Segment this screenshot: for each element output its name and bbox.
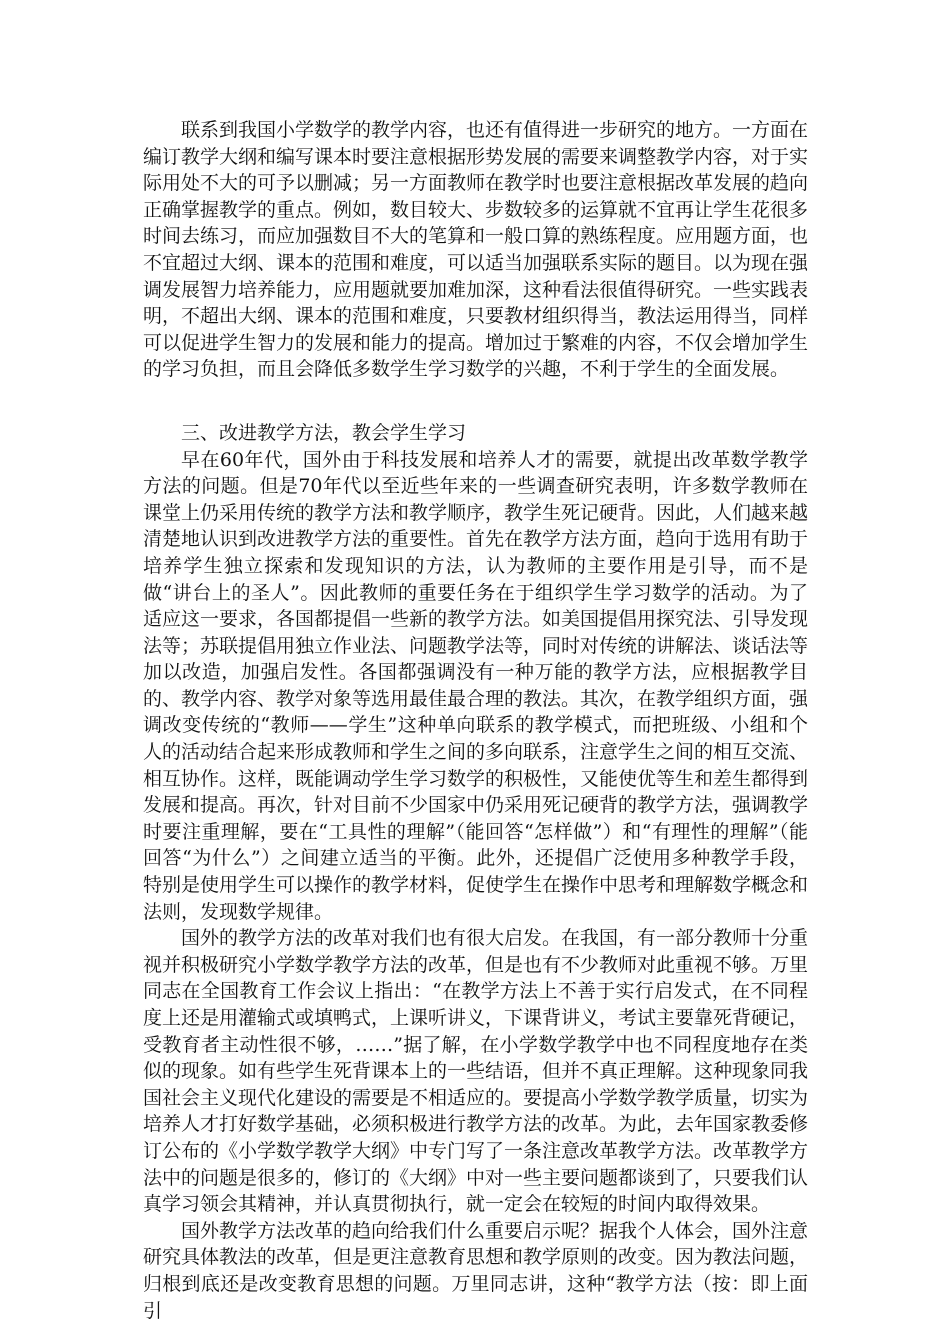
document-page	[143, 117, 808, 1324]
paragraph-domestic-reform: 国外的教学方法的改革对我们也有很大启发。在我国，有一部分教师十分重视并积极研究小学数学教学方法的改革，但是也有不少教师对此重视不够。万里同志在全国教育工作会议上指出：“在教学方法上不善于实行启发式，在不同程度上还是用灌输式或填鸭式，上课听讲义，下课背讲义，考试主要靠死背硬记，受教育者主动性很不够，……”据了解，在小学数学教学中也不同程度地存在类似的现象。如有些学生死背课本上的一些结语，但并不真正理解。这种现象同我国社会主义现代化建设的需要是不相适应的。要提高小学数学教学质量，切实为培养人才打好数学基础，必须积极进行教学方法的改革。为此，去年国家教委修订公布的《小学数学教学大纲》中专门写了一条注意改革教学方法。改革教学方法中的问题是很多的，修订的《大纲》中对一些主要问题都谈到了，只要我们认真学习领会其精神，并认真贯彻执行，就一定会在较短的时间内取得效果。	[143, 927, 809, 1216]
paragraph-inspiration: 国外教学方法改革的趋向给我们什么重要启示呢？据我个人体会，国外注意研究具体教法的改革，但是更注意教育思想和教学原则的改变。因为教法问题，归根到底还是改变教育思想的问题。万里同志讲，这种“教学方法（按：即上面引	[143, 1219, 809, 1322]
paragraph-teaching-content: 联系到我国小学数学的教学内容，也还有值得进一步研究的地方。一方面在编订教学大纲和编写课本时要注意根据形势发展的需要来调整教学内容，对于实际用处不大的可予以删减；另一方面教师在教学时也要注意根据改革发展的趋向正确掌握教学的重点。例如，数目较大、步数较多的运算就不宜再让学生花很多时间去练习，而应加强数目不大的笔算和一般口算的熟练程度。应用题方面，也不宜超过大纲、课本的范围和难度，可以适当加强联系实际的题目。以为现在强调发展智力培养能力，应用题就要加难加深，这种看法很值得研究。一些实践表明，不超出大纲、课本的范围和难度，只要教材组织得当，教法运用得当，同样可以促进学生智力的发展和能力的提高。增加过于繁难的内容，不仅会增加学生的学习负担，而且会降低多数学生学习数学的兴趣，不利于学生的全面发展。	[143, 119, 809, 381]
paragraph-foreign-methods: 早在60年代，国外由于科技发展和培养人才的需要，就提出改革数学教学方法的问题。但是70年代以至近些年来的一些调查研究表明，许多数学教师在课堂上仍采用传统的教学方法和教学顺序，教学生死记硬背。因此，人们越来越清楚地认识到改进教学方法的重要性。首先在教学方法方面，趋向于选用有助于培养学生独立探索和发现知识的方法，认为教师的主要作用是引导，而不是做“讲台上的圣人”。因此教师的重要任务在于组织学生学习数学的活动。为了适应这一要求，各国都提倡一些新的教学方法。如美国提倡用探究法、引导发现法等；苏联提倡用独立作业法、问题教学法等，同时对传统的讲解法、谈话法等加以改造，加强启发性。各国都强调没有一种万能的教学方法，应根据教学目的、教学内容、教学对象等选用最佳最合理的教法。其次，在教学组织方面，强调改变传统的“教师——学生”这种单向联系的教学模式，而把班级、小组和个人的活动结合起来形成教师和学生之间的多向联系，注意学生之间的相互交流、相互协作。这样，既能调动学生学习数学的积极性，又能使优等生和差生都得到发展和提高。再次，针对目前不少国家中仍采用死记硬背的教学方法，强调教学时要注重理解，要在“工具性的理解”（能回答“怎样做”）和“有理性的理解”（能回答“为什么”）之间建立适当的平衡。此外，还提倡广泛使用多种教学手段，特别是使用学生可以操作的教学材料，促使学生在操作中思考和理解数学概念和法则，发现数学规律。	[143, 448, 809, 923]
section-heading: 三、改进教学方法，教会学生学习	[181, 421, 467, 444]
